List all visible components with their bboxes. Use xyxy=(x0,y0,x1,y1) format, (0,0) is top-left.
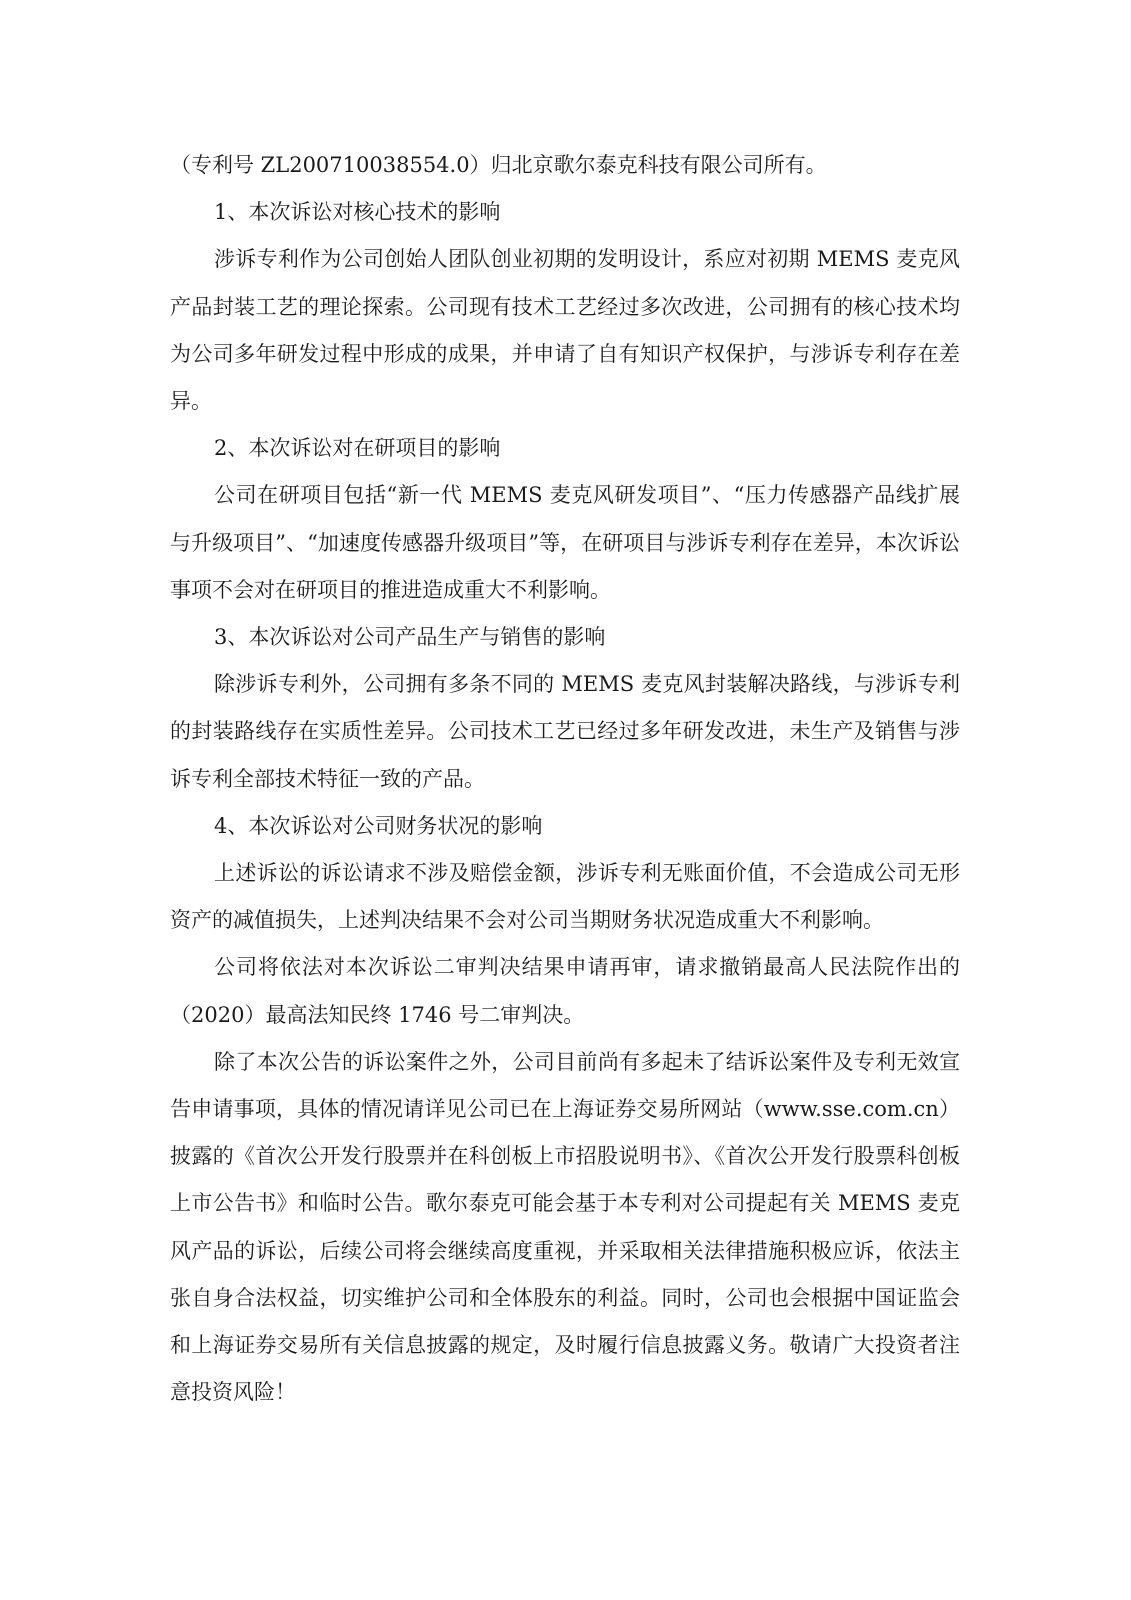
paragraph-research-projects-impact: 公司在研项目包括“新一代 MEMS 麦克风研发项目”、“压力传感器产品线扩展与升级项目”、“加速度传感器升级项目”等，在研项目与涉诉专利存在差异，本次诉讼事项不会对在研项目的推进造成重大不利影响。 xyxy=(170,483,960,602)
paragraph-financial-impact: 上述诉讼的诉讼请求不涉及赔偿金额，涉诉专利无账面价值，不会造成公司无形资产的减值损失，上述判决结果不会对公司当期财务状况造成重大不利影响。 xyxy=(170,861,960,933)
paragraph-production-sales-impact: 除涉诉专利外，公司拥有多条不同的 MEMS 麦克风封装解决路线，与涉诉专利的封装路线存在实质性差异。公司技术工艺已经过多年研发改进，未生产及销售与涉诉专利全部技术特征一致的产品。 xyxy=(170,672,960,791)
heading-research-projects-impact: 2、本次诉讼对在研项目的影响 xyxy=(214,436,501,461)
heading-production-sales-impact: 3、本次诉讼对公司产品生产与销售的影响 xyxy=(214,625,606,650)
paragraph-retrial-application: 公司将依法对本次诉讼二审判决结果申请再审，请求撤销最高人民法院作出的（2020）最高法知民终 1746 号二审判决。 xyxy=(170,955,960,1027)
document-body xyxy=(170,142,960,1416)
paragraph-other-litigation: 除了本次公告的诉讼案件之外，公司目前尚有多起未了结诉讼案件及专利无效宣告申请事项，具体的情况请详见公司已在上海证券交易所网站（www.sse.com.cn）披露的《首次公开发行股票并在科创板上市招股说明书》、《首次公开发行股票科创板上市公告书》和临时公告。歌尔泰克可能会基于本专利对公司提起有关 MEMS 麦克风产品的诉讼，后续公司将会继续高度重视，并采取相关法律措施积极应诉，依法主张自身合法权益，切实维护公司和全体股东的利益。同时，公司也会根据中国证监会和上海证券交易所有关信息披露的规定，及时履行信息披露义务。敬请广大投资者注意投资风险！ xyxy=(170,1049,960,1405)
heading-financial-impact: 4、本次诉讼对公司财务状况的影响 xyxy=(214,813,543,838)
heading-core-technology-impact: 1、本次诉讼对核心技术的影响 xyxy=(214,200,501,225)
paragraph-core-technology-impact: 涉诉专利作为公司创始人团队创业初期的发明设计，系应对初期 MEMS 麦克风产品封装工艺的理论探索。公司现有技术工艺经过多次改进，公司拥有的核心技术均为公司多年研发过程中形成的成果，并申请了自有知识产权保护，与涉诉专利存在差异。 xyxy=(170,247,960,414)
paragraph-patent-ownership: （专利号 ZL200710038554.0）归北京歌尔泰克科技有限公司所有。 xyxy=(170,153,827,177)
